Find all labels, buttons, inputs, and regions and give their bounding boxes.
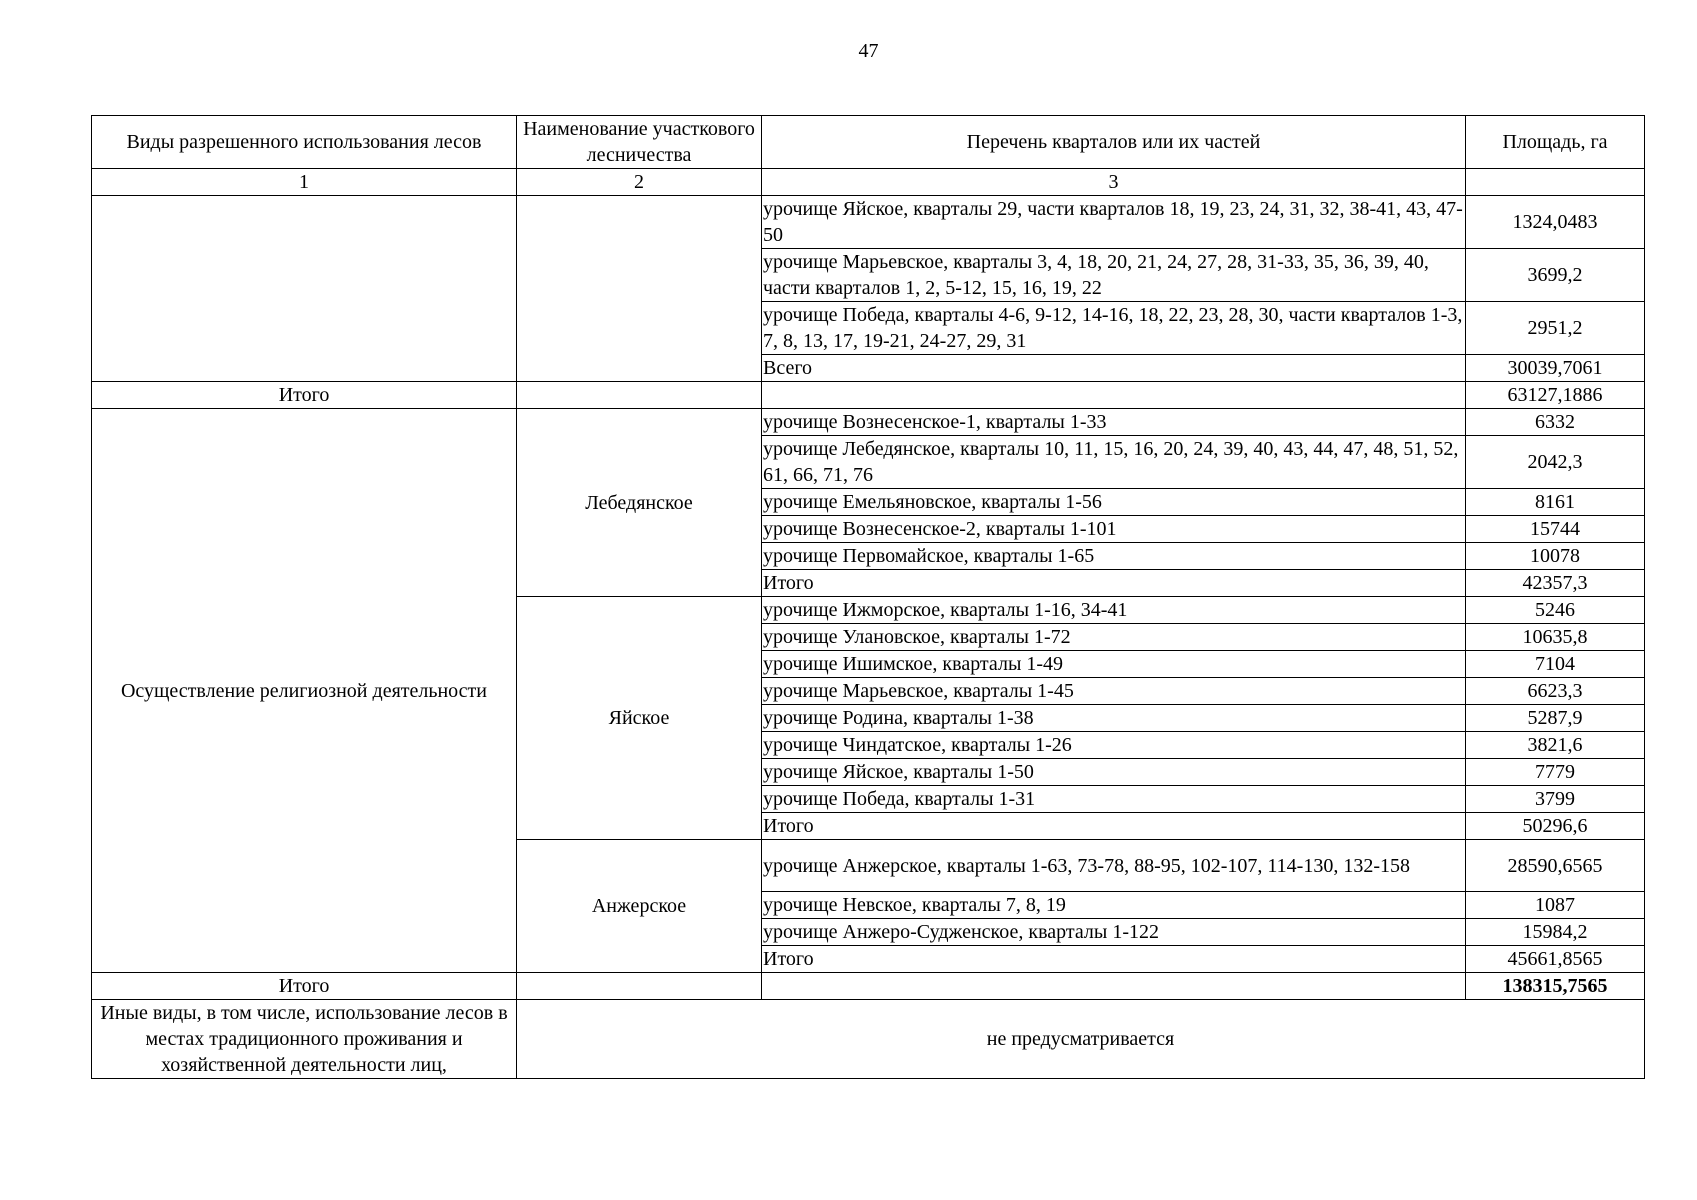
area-cell: 15984,2 (1466, 919, 1645, 946)
column-number: 2 (517, 169, 762, 196)
forest-use-table (91, 115, 1645, 1079)
quarters-cell: урочище Родина, кварталы 1-38 (762, 705, 1466, 732)
area-cell: 3699,2 (1466, 249, 1645, 302)
area-cell: 2042,3 (1466, 436, 1645, 489)
quarters-cell: Итого (762, 946, 1466, 973)
header-quarters: Перечень кварталов или их частей (762, 116, 1466, 169)
total-row (92, 973, 1645, 1000)
quarters-cell: урочище Невское, кварталы 7, 8, 19 (762, 892, 1466, 919)
table-row (92, 409, 1645, 436)
header-area: Площадь, га (1466, 116, 1645, 169)
area-cell: 30039,7061 (1466, 355, 1645, 382)
quarters-cell: урочище Анжерское, кварталы 1-63, 73-78, 88-95, 102-107, 114-130, 132-158 (762, 840, 1466, 892)
other-uses-row (92, 1000, 1645, 1079)
area-cell: 1324,0483 (1466, 196, 1645, 249)
area-cell: 8161 (1466, 489, 1645, 516)
table-row (92, 196, 1645, 249)
area-cell: 15744 (1466, 516, 1645, 543)
area-cell: 6332 (1466, 409, 1645, 436)
quarters-cell: урочище Ижморское, кварталы 1-16, 34-41 (762, 597, 1466, 624)
area-cell: 28590,6565 (1466, 840, 1645, 892)
use-type-religious: Осуществление религиозной деятельности (92, 409, 517, 973)
column-number-row (92, 169, 1645, 196)
table-body (92, 116, 1645, 1079)
quarters-cell: урочище Первомайское, кварталы 1-65 (762, 543, 1466, 570)
area-cell: 3799 (1466, 786, 1645, 813)
forestry-name: Яйское (517, 597, 762, 840)
header-use-type: Виды разрешенного использования лесов (92, 116, 517, 169)
quarters-cell: Всего (762, 355, 1466, 382)
area-cell: 2951,2 (1466, 302, 1645, 355)
area-cell: 7779 (1466, 759, 1645, 786)
total-area: 63127,1886 (1466, 382, 1645, 409)
header-forestry: Наименование участкового лесничества (517, 116, 762, 169)
column-number: 1 (92, 169, 517, 196)
quarters-cell: урочище Емельяновское, кварталы 1-56 (762, 489, 1466, 516)
quarters-cell: урочище Победа, кварталы 1-31 (762, 786, 1466, 813)
area-cell: 42357,3 (1466, 570, 1645, 597)
quarters-cell: урочище Лебедянское, кварталы 10, 11, 15, 16, 20, 24, 39, 40, 43, 44, 47, 48, 51, 52, 61, 66, 71, 76 (762, 436, 1466, 489)
quarters-cell: урочище Вознесенское-1, кварталы 1-33 (762, 409, 1466, 436)
quarters-cell: урочище Марьевское, кварталы 3, 4, 18, 20, 21, 24, 27, 28, 31-33, 35, 36, 39, 40, части кварталов 1, 2, 5-12, 15, 16, 19, 22 (762, 249, 1466, 302)
quarters-cell: урочище Яйское, кварталы 29, части кварталов 18, 19, 23, 24, 31, 32, 38-41, 43, 47-50 (762, 196, 1466, 249)
area-cell: 5287,9 (1466, 705, 1645, 732)
not-provided-note: не предусматривается (517, 1000, 1645, 1079)
forestry-name: Анжерское (517, 840, 762, 973)
column-number (1466, 169, 1645, 196)
total-label: Итого (92, 973, 517, 1000)
quarters-cell: урочище Победа, кварталы 4-6, 9-12, 14-16, 18, 22, 23, 28, 30, части кварталов 1-3, 7, 8, 13, 17, 19-21, 24-27, 29, 31 (762, 302, 1466, 355)
area-cell: 10635,8 (1466, 624, 1645, 651)
forestry-cell-empty (517, 196, 762, 382)
use-type-cell-empty (92, 196, 517, 382)
header-row (92, 116, 1645, 169)
area-cell: 45661,8565 (1466, 946, 1645, 973)
total-empty (517, 382, 762, 409)
forestry-name: Лебедянское (517, 409, 762, 597)
total-empty (762, 973, 1466, 1000)
quarters-cell: Итого (762, 570, 1466, 597)
area-cell: 6623,3 (1466, 678, 1645, 705)
quarters-cell: урочище Марьевское, кварталы 1-45 (762, 678, 1466, 705)
area-cell: 7104 (1466, 651, 1645, 678)
area-cell: 10078 (1466, 543, 1645, 570)
area-cell: 1087 (1466, 892, 1645, 919)
quarters-cell: урочище Вознесенское-2, кварталы 1-101 (762, 516, 1466, 543)
total-label: Итого (92, 382, 517, 409)
area-cell: 50296,6 (1466, 813, 1645, 840)
column-number: 3 (762, 169, 1466, 196)
quarters-cell: урочище Улановское, кварталы 1-72 (762, 624, 1466, 651)
quarters-cell: урочище Анжеро-Судженское, кварталы 1-122 (762, 919, 1466, 946)
total-empty (517, 973, 762, 1000)
use-type-other: Иные виды, в том числе, использование лесов в местах традиционного проживания и хозяйственной деятельности лиц, (92, 1000, 517, 1079)
page-number: 47 (858, 40, 879, 62)
total-area-bold: 138315,7565 (1466, 973, 1645, 1000)
quarters-cell: урочище Ишимское, кварталы 1-49 (762, 651, 1466, 678)
area-cell: 5246 (1466, 597, 1645, 624)
area-cell: 3821,6 (1466, 732, 1645, 759)
quarters-cell: Итого (762, 813, 1466, 840)
quarters-cell: урочище Чиндатское, кварталы 1-26 (762, 732, 1466, 759)
quarters-cell: урочище Яйское, кварталы 1-50 (762, 759, 1466, 786)
total-empty (762, 382, 1466, 409)
total-row (92, 382, 1645, 409)
